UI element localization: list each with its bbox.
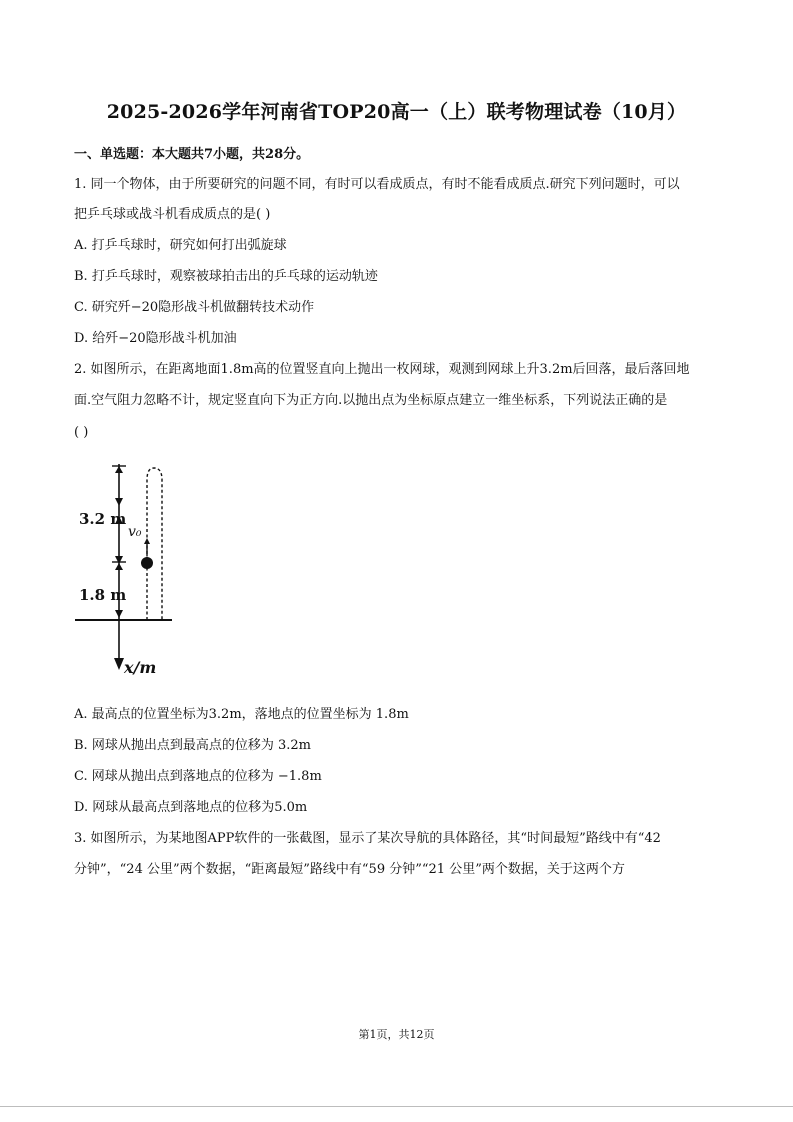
tennis-ball bbox=[141, 557, 153, 569]
label-1-8m: 1.8 m bbox=[79, 586, 127, 604]
q1-option-d: D. 给歼−20隐形战斗机加油 bbox=[74, 331, 237, 346]
dimension-arrow-up-icon bbox=[115, 466, 123, 473]
q3-stem-line1: 3. 如图所示，为某地图APP软件的一张截图，显示了某次导航的具体路径，其“时间最短”路线中有“42 bbox=[74, 831, 661, 846]
dimension-arrow-down-icon-3 bbox=[115, 610, 123, 618]
v0-arrow-icon bbox=[144, 538, 150, 544]
q2-stem-line1: 2. 如图所示，在距离地面1.8m高的位置竖直向上抛出一枚网球，观测到网球上升3.2m后回落，最后落回地 bbox=[74, 362, 690, 377]
label-v0: v₀ bbox=[128, 524, 142, 540]
exam-title: 2025-2026学年河南省TOP20高一（上）联考物理试卷（10月） bbox=[106, 101, 687, 123]
q1-option-c: C. 研究歼−20隐形战斗机做翻转技术动作 bbox=[74, 300, 315, 315]
page-footer: 第1页，共12页 bbox=[358, 1028, 435, 1041]
axis-label-x: x/m bbox=[124, 658, 157, 677]
q2-option-b: B. 网球从抛出点到最高点的位移为 3.2m bbox=[74, 738, 311, 753]
dimension-arrow-down-icon-2 bbox=[115, 556, 123, 564]
q2-option-a: A. 最高点的位置坐标为3.2m，落地点的位置坐标为 1.8m bbox=[74, 707, 409, 722]
q1-option-b: B. 打乒乓球时，观察被球拍击出的乒乓球的运动轨迹 bbox=[74, 269, 378, 284]
q2-stem-line3: ( ) bbox=[74, 425, 89, 440]
label-3-2m: 3.2 m bbox=[79, 510, 127, 528]
q1-stem-line1: 1. 同一个物体，由于所要研究的问题不同，有时可以看成质点，有时不能看成质点.研究下列问题时，可以 bbox=[74, 177, 680, 192]
q2-option-d: D. 网球从最高点到落地点的位移为5.0m bbox=[74, 800, 308, 815]
q2-option-c: C. 网球从抛出点到落地点的位移为 −1.8m bbox=[74, 769, 322, 784]
dimension-arrow-down-icon bbox=[115, 498, 123, 506]
dimension-arrow-up-icon-3 bbox=[115, 563, 123, 570]
q3-stem-line2: 分钟”，“24 公里”两个数据，“距离最短”路线中有“59 分钟”“21 公里”两个数据，关于这两个方 bbox=[74, 862, 625, 877]
q2-ball-trajectory-figure bbox=[72, 460, 192, 682]
q2-stem-line2: 面.空气阻力忽略不计，规定竖直向下为正方向.以抛出点为坐标原点建立一维坐标系，下列说法正确的是 bbox=[74, 393, 668, 408]
q1-stem-line2: 把乒乓球或战斗机看成质点的是( ) bbox=[74, 207, 271, 222]
x-axis-arrow-icon bbox=[114, 658, 124, 670]
q1-option-a: A. 打乒乓球时，研究如何打出弧旋球 bbox=[74, 238, 287, 253]
bottom-divider bbox=[0, 1106, 793, 1107]
section-heading-single-choice: 一、单选题：本大题共7小题，共28分。 bbox=[74, 147, 310, 162]
